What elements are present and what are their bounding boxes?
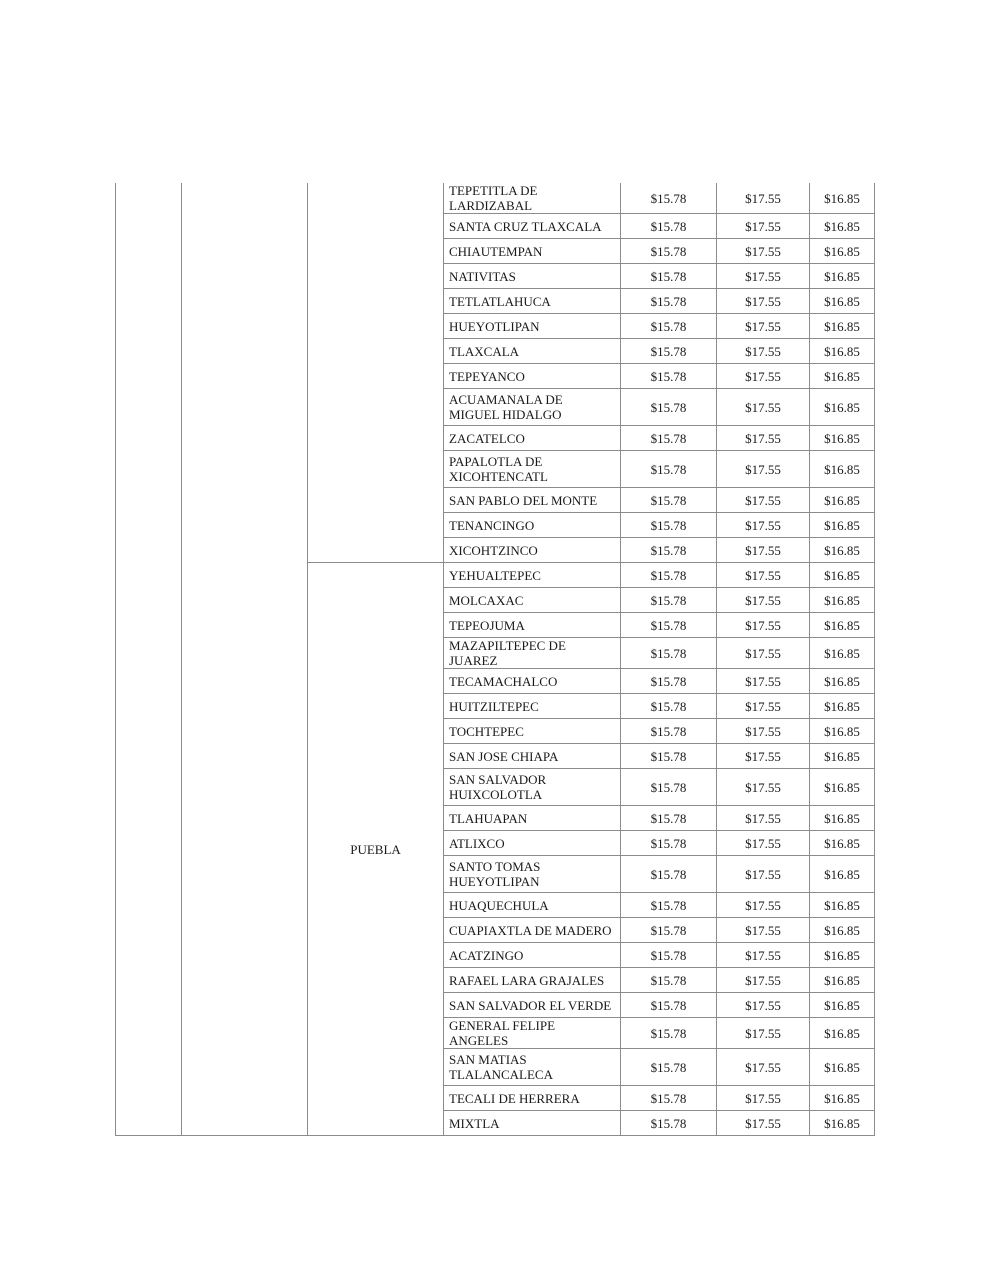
table-row	[116, 183, 875, 214]
price-cell-3: $16.85	[810, 339, 875, 364]
price-cell-3: $16.85	[810, 563, 875, 588]
price-cell-1: $15.78	[621, 1111, 717, 1136]
price-cell-2: $17.55	[717, 1018, 810, 1049]
price-cell-1: $15.78	[621, 769, 717, 806]
price-cell-3: $16.85	[810, 426, 875, 451]
price-cell-1: $15.78	[621, 389, 717, 426]
price-cell-3: $16.85	[810, 1049, 875, 1086]
price-cell-3: $16.85	[810, 488, 875, 513]
municipality-cell: TEPEOJUMA	[444, 613, 621, 638]
price-cell-1: $15.78	[621, 214, 717, 239]
price-cell-2: $17.55	[717, 918, 810, 943]
municipality-cell: MIXTLA	[444, 1111, 621, 1136]
price-cell-2: $17.55	[717, 1049, 810, 1086]
blank-column-1	[116, 183, 182, 1136]
price-cell-2: $17.55	[717, 264, 810, 289]
price-cell-3: $16.85	[810, 588, 875, 613]
price-cell-3: $16.85	[810, 968, 875, 993]
municipality-cell: SAN JOSE CHIAPA	[444, 744, 621, 769]
price-cell-3: $16.85	[810, 893, 875, 918]
price-cell-3: $16.85	[810, 364, 875, 389]
price-cell-2: $17.55	[717, 613, 810, 638]
price-cell-1: $15.78	[621, 239, 717, 264]
municipality-cell: SAN MATIAS TLALANCALECA	[444, 1049, 621, 1086]
price-cell-1: $15.78	[621, 513, 717, 538]
price-cell-1: $15.78	[621, 538, 717, 563]
municipality-cell: HUAQUECHULA	[444, 893, 621, 918]
price-cell-1: $15.78	[621, 488, 717, 513]
municipality-cell: ZACATELCO	[444, 426, 621, 451]
price-cell-1: $15.78	[621, 426, 717, 451]
municipality-cell: XICOHTZINCO	[444, 538, 621, 563]
price-cell-3: $16.85	[810, 1086, 875, 1111]
price-cell-1: $15.78	[621, 364, 717, 389]
price-cell-1: $15.78	[621, 451, 717, 488]
price-cell-3: $16.85	[810, 719, 875, 744]
municipality-cell: YEHUALTEPEC	[444, 563, 621, 588]
price-cell-3: $16.85	[810, 856, 875, 893]
price-cell-2: $17.55	[717, 744, 810, 769]
municipality-cell: TLAXCALA	[444, 339, 621, 364]
price-cell-2: $17.55	[717, 214, 810, 239]
price-cell-1: $15.78	[621, 289, 717, 314]
price-cell-3: $16.85	[810, 289, 875, 314]
price-cell-3: $16.85	[810, 513, 875, 538]
price-cell-3: $16.85	[810, 769, 875, 806]
municipality-cell: MAZAPILTEPEC DE JUAREZ	[444, 638, 621, 669]
price-cell-1: $15.78	[621, 613, 717, 638]
municipality-cell: MOLCAXAC	[444, 588, 621, 613]
price-cell-3: $16.85	[810, 214, 875, 239]
price-cell-2: $17.55	[717, 513, 810, 538]
price-cell-3: $16.85	[810, 389, 875, 426]
state-cell-puebla: PUEBLA	[308, 563, 444, 1136]
state-cell-tlaxcala	[308, 183, 444, 563]
price-cell-1: $15.78	[621, 831, 717, 856]
price-cell-1: $15.78	[621, 588, 717, 613]
municipality-cell: TLAHUAPAN	[444, 806, 621, 831]
price-cell-2: $17.55	[717, 538, 810, 563]
price-cell-2: $17.55	[717, 1111, 810, 1136]
municipality-cell: RAFAEL LARA GRAJALES	[444, 968, 621, 993]
price-cell-2: $17.55	[717, 719, 810, 744]
price-cell-2: $17.55	[717, 488, 810, 513]
price-cell-3: $16.85	[810, 538, 875, 563]
price-cell-2: $17.55	[717, 831, 810, 856]
price-cell-1: $15.78	[621, 893, 717, 918]
municipality-cell: TECALI DE HERRERA	[444, 1086, 621, 1111]
price-cell-2: $17.55	[717, 426, 810, 451]
price-cell-1: $15.78	[621, 339, 717, 364]
municipality-cell: TEPETITLA DE LARDIZABAL	[444, 183, 621, 214]
price-cell-2: $17.55	[717, 669, 810, 694]
municipality-cell: SANTA CRUZ TLAXCALA	[444, 214, 621, 239]
price-cell-3: $16.85	[810, 831, 875, 856]
municipality-cell: ACATZINGO	[444, 943, 621, 968]
price-cell-2: $17.55	[717, 339, 810, 364]
municipality-cell: SAN SALVADOR HUIXCOLOTLA	[444, 769, 621, 806]
price-cell-3: $16.85	[810, 638, 875, 669]
price-cell-1: $15.78	[621, 968, 717, 993]
price-cell-1: $15.78	[621, 264, 717, 289]
price-cell-2: $17.55	[717, 588, 810, 613]
municipality-cell: TOCHTEPEC	[444, 719, 621, 744]
price-cell-3: $16.85	[810, 314, 875, 339]
municipality-cell: TETLATLAHUCA	[444, 289, 621, 314]
price-cell-3: $16.85	[810, 744, 875, 769]
tariff-table	[115, 183, 875, 1136]
municipality-cell: CUAPIAXTLA DE MADERO	[444, 918, 621, 943]
price-cell-1: $15.78	[621, 719, 717, 744]
price-cell-2: $17.55	[717, 638, 810, 669]
price-cell-1: $15.78	[621, 694, 717, 719]
price-cell-2: $17.55	[717, 289, 810, 314]
municipality-cell: PAPALOTLA DE XICOHTENCATL	[444, 451, 621, 488]
municipality-cell: HUITZILTEPEC	[444, 694, 621, 719]
price-cell-1: $15.78	[621, 1086, 717, 1111]
price-cell-1: $15.78	[621, 993, 717, 1018]
price-cell-2: $17.55	[717, 183, 810, 214]
price-cell-1: $15.78	[621, 918, 717, 943]
price-cell-1: $15.78	[621, 1049, 717, 1086]
price-cell-3: $16.85	[810, 806, 875, 831]
price-cell-3: $16.85	[810, 451, 875, 488]
municipality-cell: SAN PABLO DEL MONTE	[444, 488, 621, 513]
price-cell-2: $17.55	[717, 893, 810, 918]
price-cell-1: $15.78	[621, 856, 717, 893]
price-cell-1: $15.78	[621, 1018, 717, 1049]
price-cell-2: $17.55	[717, 314, 810, 339]
price-cell-2: $17.55	[717, 769, 810, 806]
price-cell-3: $16.85	[810, 694, 875, 719]
price-cell-2: $17.55	[717, 993, 810, 1018]
price-cell-2: $17.55	[717, 856, 810, 893]
municipality-cell: SAN SALVADOR EL VERDE	[444, 993, 621, 1018]
municipality-cell: TECAMACHALCO	[444, 669, 621, 694]
price-cell-2: $17.55	[717, 389, 810, 426]
price-cell-1: $15.78	[621, 314, 717, 339]
price-cell-2: $17.55	[717, 806, 810, 831]
municipality-cell: CHIAUTEMPAN	[444, 239, 621, 264]
municipality-cell: NATIVITAS	[444, 264, 621, 289]
price-cell-3: $16.85	[810, 183, 875, 214]
price-cell-3: $16.85	[810, 669, 875, 694]
municipality-cell: GENERAL FELIPE ANGELES	[444, 1018, 621, 1049]
price-cell-3: $16.85	[810, 613, 875, 638]
blank-column-2	[182, 183, 308, 1136]
municipality-cell: ATLIXCO	[444, 831, 621, 856]
price-cell-2: $17.55	[717, 451, 810, 488]
price-cell-2: $17.55	[717, 968, 810, 993]
price-cell-3: $16.85	[810, 943, 875, 968]
price-cell-1: $15.78	[621, 563, 717, 588]
price-cell-1: $15.78	[621, 943, 717, 968]
price-cell-3: $16.85	[810, 264, 875, 289]
price-cell-3: $16.85	[810, 1018, 875, 1049]
municipality-cell: SANTO TOMAS HUEYOTLIPAN	[444, 856, 621, 893]
municipality-cell: HUEYOTLIPAN	[444, 314, 621, 339]
price-cell-2: $17.55	[717, 1086, 810, 1111]
price-cell-3: $16.85	[810, 239, 875, 264]
price-cell-3: $16.85	[810, 918, 875, 943]
price-cell-1: $15.78	[621, 183, 717, 214]
price-cell-1: $15.78	[621, 669, 717, 694]
table-body	[116, 183, 875, 1136]
price-cell-3: $16.85	[810, 993, 875, 1018]
price-cell-3: $16.85	[810, 1111, 875, 1136]
price-cell-1: $15.78	[621, 638, 717, 669]
price-cell-1: $15.78	[621, 744, 717, 769]
price-cell-2: $17.55	[717, 239, 810, 264]
municipality-cell: TEPEYANCO	[444, 364, 621, 389]
municipality-cell: TENANCINGO	[444, 513, 621, 538]
price-cell-2: $17.55	[717, 694, 810, 719]
price-cell-2: $17.55	[717, 364, 810, 389]
price-cell-2: $17.55	[717, 563, 810, 588]
municipality-cell: ACUAMANALA DE MIGUEL HIDALGO	[444, 389, 621, 426]
price-cell-1: $15.78	[621, 806, 717, 831]
price-cell-2: $17.55	[717, 943, 810, 968]
